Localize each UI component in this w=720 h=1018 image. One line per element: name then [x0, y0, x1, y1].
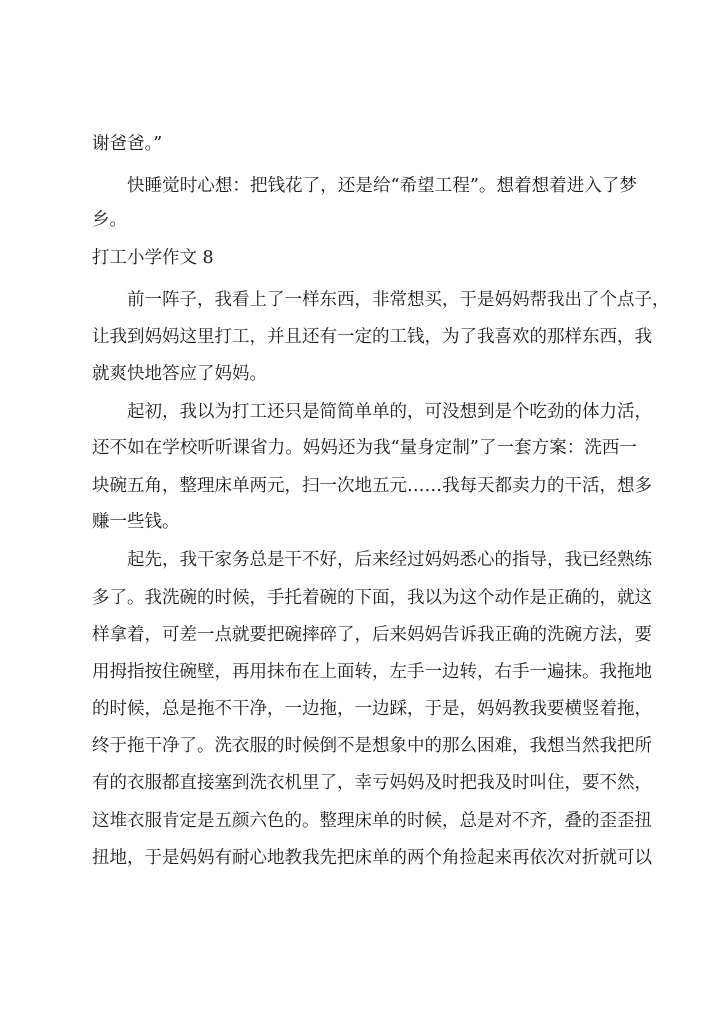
text-line: 谢爸爸。” [92, 134, 163, 154]
text-line: 乡。 [92, 210, 127, 230]
text-line: 终于拖干净了。洗衣服的时候倒不是想象中的那么困难，我想当然我把所 [92, 736, 652, 756]
text-line: 用拇指按住碗壁，再用抹布在上面转，左手一边转，右手一遍抹。我拖地 [92, 662, 652, 682]
text-line: 扭地，于是妈妈有耐心地教我先把床单的两个角捡起来再依次对折就可以 [92, 848, 652, 868]
text-line: 这堆衣服肯定是五颜六色的。整理床单的时候，总是对不齐，叠的歪歪扭 [92, 811, 652, 831]
text-line: 有的衣服都直接塞到洗衣机里了，幸亏妈妈及时把我及时叫住，要不然， [92, 773, 652, 793]
text-line: 快睡觉时心想：把钱花了，还是给“希望工程”。想着想着进入了梦 [127, 176, 637, 196]
text-line: 就爽快地答应了妈妈。 [92, 364, 267, 384]
text-line: 前一阵子，我看上了一样东西，非常想买，于是妈妈帮我出了个点子， [127, 290, 670, 310]
text-line: 的时候，总是拖不干净，一边拖，一边踩，于是，妈妈教我要横竖着拖， [92, 699, 652, 719]
text-line: 多了。我洗碗的时候，手托着碗的下面，我以为这个动作是正确的，就这 [92, 588, 652, 608]
text-line: 块碗五角，整理床单两元，扫一次地五元……我每天都卖力的干活，想多 [92, 476, 652, 496]
text-line: 还不如在学校听听课省力。妈妈还为我“量身定制”了一套方案：洗西一 [92, 438, 637, 458]
text-line: 起先，我干家务总是干不好，后来经过妈妈悉心的指导，我已经熟练 [127, 550, 652, 570]
text-line: 让我到妈妈这里打工，并且还有一定的工钱，为了我喜欢的那样东西，我 [92, 327, 652, 347]
text-line: 样拿着，可差一点就要把碗摔碎了，后来妈妈告诉我正确的洗碗方法，要 [92, 625, 652, 645]
text-line: 起初，我以为打工还只是简简单单的，可没想到是个吃劲的体力活， [127, 402, 652, 422]
text-line: 赚一些钱。 [92, 512, 180, 532]
section-heading: 打工小学作文 8 [92, 248, 214, 268]
